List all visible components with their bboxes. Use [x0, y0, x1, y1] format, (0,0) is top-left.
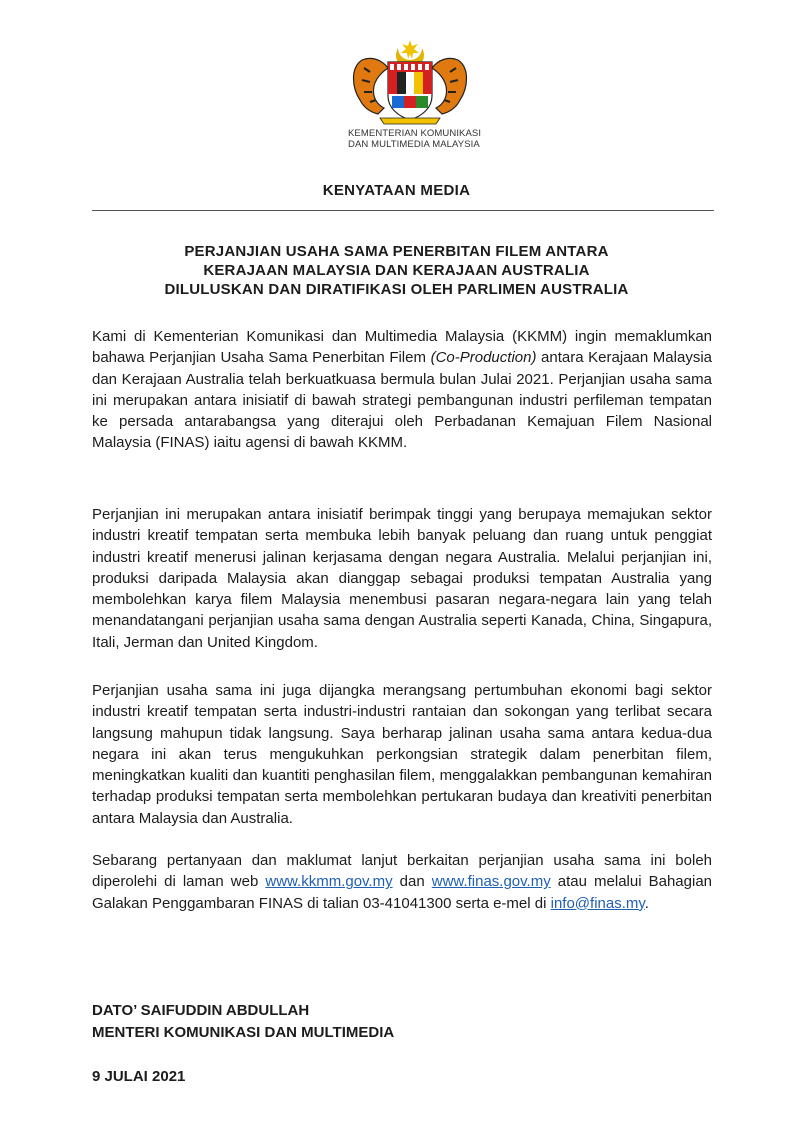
press-release-title	[0, 242, 793, 299]
paragraph-4	[92, 850, 712, 914]
paragraph-4-text-b: dan	[392, 873, 432, 891]
finas-email-link[interactable]: info@finas.my	[550, 894, 645, 912]
paragraph-4-text-d: .	[644, 894, 649, 912]
kkmm-website-link[interactable]: www.kkmm.gov.my	[265, 873, 393, 891]
paragraph-1	[92, 326, 712, 454]
paragraph-2: Perjanjian ini merupakan antara inisiatif berimpak tinggi yang berupaya memajukan sektor industri kreatif tempatan serta membuka lebih banyak peluang dan ruang untuk penggiat industri kreatif menerusi jalinan kerjasama dengan negara Australia. Melalui perjanjian ini, produksi daripada Malaysia akan dianggap sebagai produksi tempatan Australia yang membolehkan karya filem Malaysia menembusi pasaran negara-negara lain yang telah menandatangani perjanjian usaha sama dengan Australia seperti Kanada, China, Singapura, Itali, Jerman dan United Kingdom.	[92, 506, 712, 651]
title-line-2: KERAJAAN MALAYSIA DAN KERAJAAN AUSTRALIA	[203, 262, 590, 279]
paragraph-1-text-b: antara Kerajaan Malaysia dan Kerajaan Australia telah berkuatkuasa bermula bulan Julai 2021. Perjanjian usaha sama ini merupakan antara inisiatif di bawah strategi pembangunan industri perfileman tempatan ke persada antarabangsa yang diterajui oleh Perbadanan Kemajuan Filem Nasional Malaysia (FINAS) iaitu agensi di bawah KKMM.	[92, 349, 712, 452]
ministry-name-line2: DAN MULTIMEDIA MALAYSIA	[348, 139, 480, 150]
heading-divider	[92, 210, 714, 211]
ministry-name-line1: KEMENTERIAN KOMUNIKASI	[348, 128, 482, 139]
paragraph-4-text-a: Sebarang pertanyaan dan maklumat lanjut berkaitan perjanjian usaha sama ini boleh diperolehi di laman web	[92, 852, 712, 891]
paragraph-1-text-a: Kami di Kementerian Komunikasi dan Multimedia Malaysia (KKMM) ingin memaklumkan bahawa Perjanjian Usaha Sama Penerbitan Filem	[92, 328, 712, 367]
coat-of-arms-logo	[330, 38, 490, 128]
signatory-position: MENTERI KOMUNIKASI DAN MULTIMEDIA	[92, 1023, 395, 1041]
title-line-1: PERJANJIAN USAHA SAMA PENERBITAN FILEM ANTARA	[184, 243, 609, 260]
paragraph-4-text-c: atau melalui Bahagian Galakan Penggambaran FINAS di talian 03-41041300 serta e-mel di	[92, 873, 713, 912]
paragraph-3: Perjanjian usaha sama ini juga dijangka merangsang pertumbuhan ekonomi bagi sektor industri kreatif tempatan serta industri-industri rantaian dan sokongan yang terlibat secara langsung mahupun tidak langsung. Saya berharap jalinan usaha sama antara kedua-dua negara ini akan terus mengukuhkan perkongsian strategik dalam penerbitan filem, meningkatkan kualiti dan kuantiti penghasilan filem, menggalakkan pembangunan kemahiran terhadap produksi tempatan serta membolehkan pertukaran budaya dan kreativiti penerbitan antara Malaysia dan Australia.	[92, 682, 712, 827]
title-line-3: DILULUSKAN DAN DIRATIFIKASI OLEH PARLIMEN AUSTRALIA	[164, 281, 629, 298]
coat-of-arms-icon	[340, 38, 480, 128]
signatory-name: DATO’ SAIFUDDIN ABDULLAH	[92, 1002, 310, 1019]
release-date: 9 JULAI 2021	[92, 1068, 186, 1085]
co-production-italic: (Co-Production)	[430, 349, 537, 367]
finas-website-link[interactable]: www.finas.gov.my	[431, 873, 551, 891]
document-heading: KENYATAAN MEDIA	[322, 182, 471, 199]
ministry-name	[348, 128, 498, 150]
signature-block	[92, 1000, 394, 1043]
